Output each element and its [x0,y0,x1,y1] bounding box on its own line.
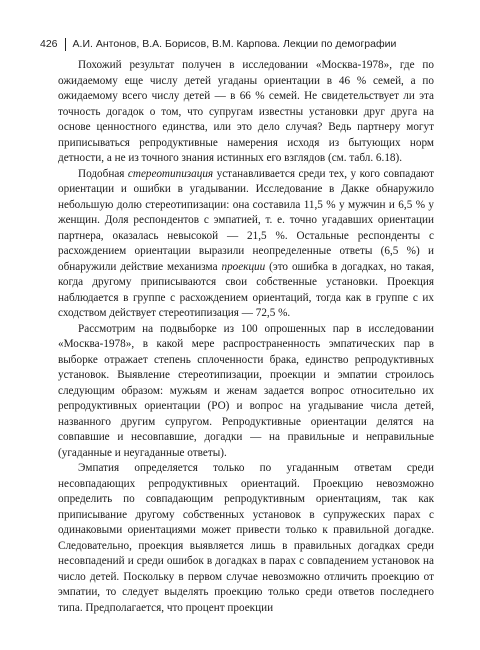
paragraph-text: (это ошибка в догадках, но такая, когда другому приписываются свои собственные установки. Проекция наблюдается в группе с расхождением ориентаций, тогда как в группе с их сходством действует стереотипизация — 72,5 %. [58,260,434,319]
paragraph [58,58,434,167]
paragraph-text: Похожий результат получен в исследовании «Москва-1978», где по ожидаемому еще числу детей угаданы ориентации в 46 % семей, а по ожидаемому всего числу детей — в 66 % семей. Не свидетельствует ли эта точность догадок о том, что супругам известны установки друг друга на основе ценностного единства, или это дело случая? Ведь партнеру могут приписываться репродуктивные намерения исходя из бытующих норм детности, а не из точного знания истинных его взглядов (см. табл. 6.18). [58,59,434,164]
paragraph-text: Подобная [78,167,128,180]
paragraph-text: Эмпатия определяется только по угаданным ответам среди несовпадающих репродуктивных ориентаций. Проекцию невозможно определить по совпадающим репродуктивным ориентациям, так как приписывание другому собственных установок в супружеских парах с одинаковыми ориентациями может привести только к правильной догадке. Следовательно, проекция выявляется лишь в правильных догадках среди несовпадений и среди ошибок в догадках в парах с совпадением установок на число детей. Поскольку в первом случае невозможно отличить проекцию от эмпатии, то следует выделять проекцию только среди ответов последнего типа. Предполагается, что процент проекции [58,462,434,614]
running-header [40,36,440,52]
running-title: А.И. Антонов, В.А. Борисов, В.М. Карпова. Лекции по демографии [72,38,397,50]
emphasized-term: стереотипизация [127,167,214,180]
paragraph [58,461,434,616]
body-text [58,58,434,616]
header-divider [65,38,66,51]
paragraph [58,322,434,462]
paragraph-text: Рассмотрим на подвыборке из 100 опрошенных пар в исследовании «Москва-1978», в какой мере распространенность эмпатических пар в выборке отражает степень сплоченности брака, единство репродуктивных установок. Выявление стереотипизации, проекции и эмпатии строилось следующим образом: мужьям и женам задается вопрос относительно их репродуктивных ориентации (РО) и вопрос на угадывание числа детей, названного другим супругом. Репродуктивные ориентации делятся на совпавшие и несовпавшие, догадки — на правильные и неправильные (угаданные и неугаданные ответы). [58,322,434,459]
page-number: 426 [40,38,58,50]
paragraph [58,167,434,322]
emphasized-term: проекции [221,260,266,273]
paragraph-text: устанавливается среди тех, у кого совпадают ориентации и ошибки в угадывании. Исследование в Дакке обнаружило небольшую долю стереотипизации: она составила 11,5 % у мужчин и 6,5 % у женщин. Доля респондентов с эмпатией, т. е. точно угадавших ориентации партнера, оказалась невысокой — 21,5 %. Остальные респонденты с расхождением ориентации выразили неопределенные ответы (6,5 %) и обнаружили действие механизма [58,167,434,273]
